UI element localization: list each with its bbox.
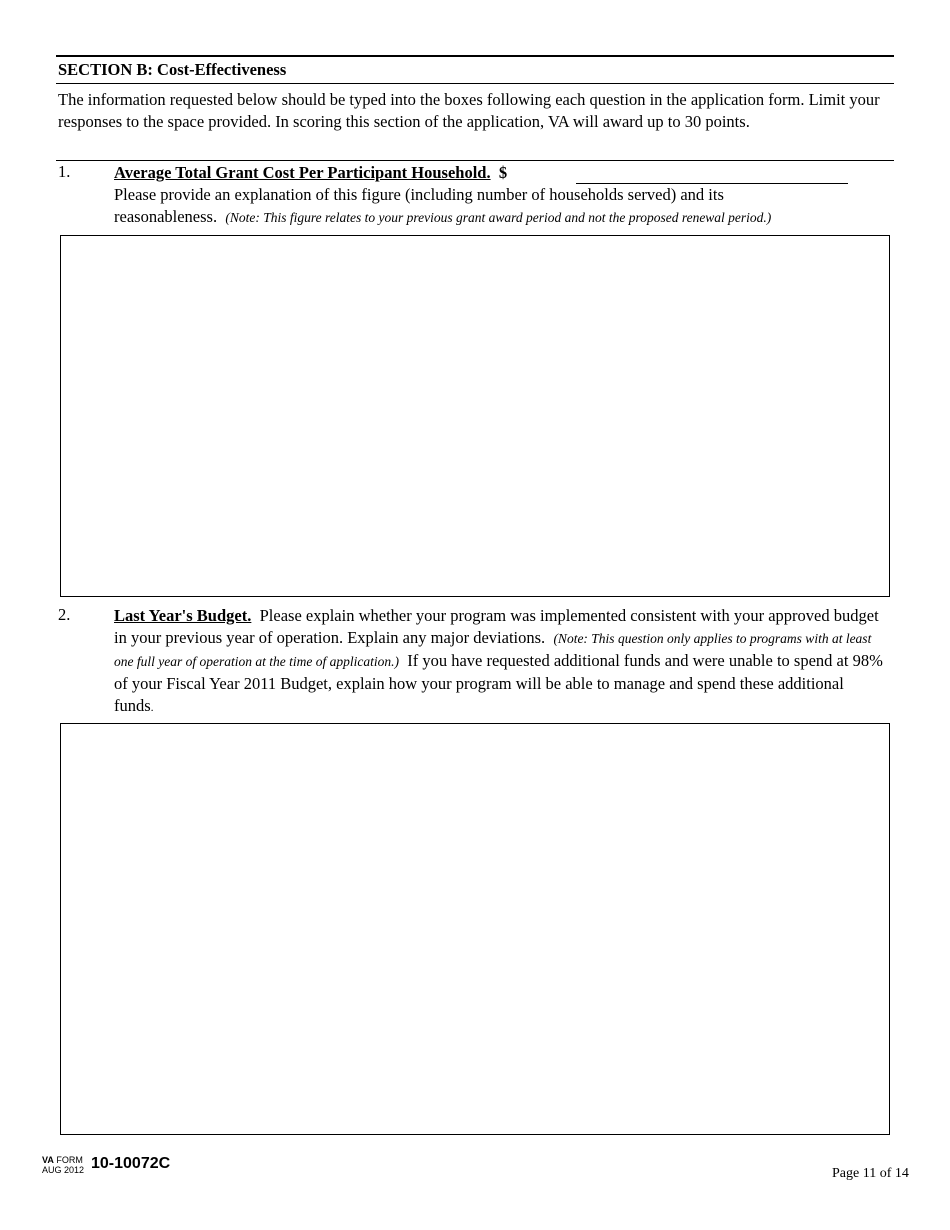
- va-form-label: [42, 1155, 84, 1175]
- page-number: Page 11 of 14: [832, 1166, 909, 1181]
- section-intro: The information requested below should be typed into the boxes following each question in the application form. Limit your responses to the space provided. In scoring this section of the application, VA will award up to 30 points.: [58, 90, 880, 131]
- va-label: VA: [42, 1155, 54, 1165]
- average-cost-input[interactable]: [576, 161, 848, 184]
- question-2-title: Last Year's Budget.: [114, 606, 252, 625]
- form-label: FORM: [56, 1155, 83, 1165]
- question-2-text-a: Please explain whether your program was implemented consistent with your approved budget in your previous year of operation. Explain any major deviations.: [114, 606, 879, 647]
- question-1-number: 1.: [58, 162, 71, 181]
- section-title: SECTION B: Cost-Effectiveness: [58, 60, 287, 79]
- section-title-rule: [56, 83, 894, 84]
- question-2-text: [114, 605, 884, 718]
- question-1-title: Average Total Grant Cost Per Participant Household.: [114, 163, 491, 182]
- top-rule: [56, 55, 894, 57]
- form-date: AUG 2012: [42, 1165, 85, 1175]
- currency-symbol: $: [498, 163, 508, 182]
- question-2-note: (Note: This question only applies to programs with at least one full year of operation at the time of application.): [114, 631, 872, 669]
- question-1-response-box[interactable]: [60, 235, 890, 597]
- question-1-instructions: [114, 184, 894, 229]
- question-1-line-2: [114, 206, 894, 229]
- question-1-line-1: Please provide an explanation of this figure (including number of households served) and its: [114, 185, 724, 204]
- question-2-response-box[interactable]: [60, 723, 890, 1135]
- question-1-header: [114, 162, 507, 184]
- question-2-text-b: If you have requested additional funds and were unable to spend at 98% of your Fiscal Year 2011 Budget, explain how your program will be able to manage and spend these additional funds: [114, 651, 883, 715]
- form-number: 10-10072C: [91, 1155, 171, 1172]
- question-2-number: 2.: [58, 605, 71, 624]
- question-1-reasonableness: reasonableness.: [114, 207, 218, 226]
- question-2-text-end: .: [150, 700, 154, 714]
- question-1-note: (Note: This figure relates to your previous grant award period and not the proposed renewal period.): [225, 210, 772, 225]
